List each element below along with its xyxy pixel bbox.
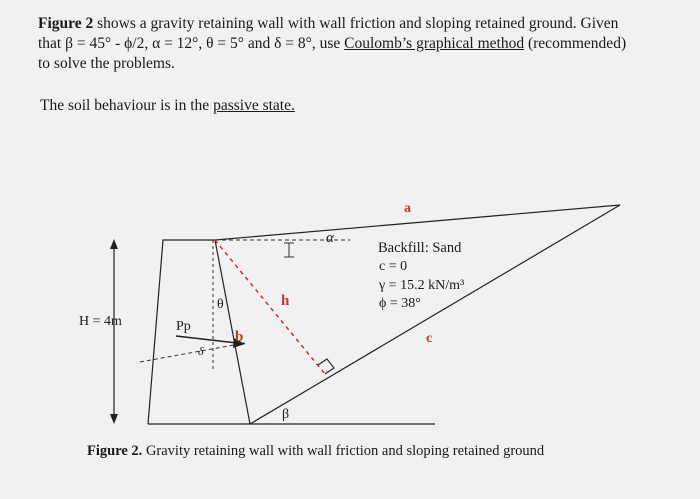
label-theta: θ: [217, 297, 224, 312]
backfill-surface-line: [215, 205, 620, 240]
figure-caption: [87, 443, 545, 459]
perpendicular-h-line: [215, 240, 325, 374]
figure-reference: Figure 2: [38, 15, 94, 32]
pp-force-arrow: [176, 336, 237, 343]
state-note-state: passive state.: [213, 97, 295, 114]
caption-text: Gravity retaining wall with wall friction and sloping retained ground: [142, 443, 545, 459]
problem-text-part1: shows a gravity retaining wall with wall friction and sloping retained ground. Given that β = 45° - ϕ/2, α = 12°, θ = 5° and δ = 8°, use: [38, 15, 619, 52]
label-h: h: [281, 293, 290, 309]
method-link-text: Coulomb’s graphical method: [344, 35, 525, 52]
state-note-prefix: The soil behaviour is in the: [40, 97, 214, 114]
label-a: a: [404, 201, 411, 216]
height-label: H = 4m: [79, 314, 122, 329]
backfill-friction-angle: ϕ = 38°: [379, 296, 421, 311]
label-pp: Pp: [176, 319, 191, 334]
height-arrow-top: [110, 239, 118, 249]
caption-label: Figure 2.: [87, 443, 143, 459]
problem-text-part2: (recommended) to solve the problems.: [38, 35, 627, 72]
label-c: c: [426, 331, 433, 346]
height-arrow-bottom: [110, 414, 118, 424]
right-angle-marker: [318, 359, 334, 374]
label-beta: β: [282, 407, 290, 422]
label-delta: δ: [198, 344, 204, 358]
backfill-title: Backfill: Sand: [378, 240, 462, 256]
label-alpha: α: [326, 230, 334, 246]
label-b: b: [235, 329, 244, 345]
normal-dashed-line: [140, 343, 245, 362]
failure-plane-line: [250, 205, 620, 424]
backfill-cohesion: c = 0: [379, 259, 408, 274]
backfill-unit-weight: γ = 15.2 kN/m³: [379, 278, 465, 293]
